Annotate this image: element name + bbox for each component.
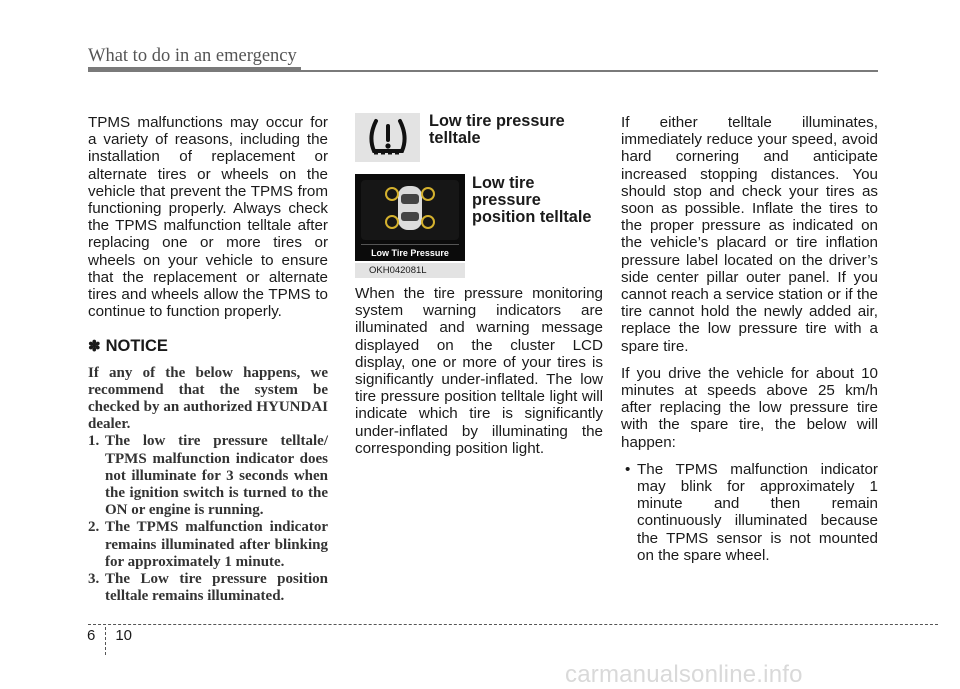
- notice-list: [88, 433, 328, 605]
- page-header-title: What to do in an emergency: [88, 46, 297, 66]
- notice-item-number: 3.: [88, 571, 100, 588]
- notice-star-icon: ✽: [88, 338, 101, 356]
- lcd-position-telltale-image: [355, 174, 465, 261]
- bullet-icon: •: [625, 460, 631, 478]
- notice-item-number: 1.: [88, 433, 100, 450]
- page-number-value: 10: [115, 627, 133, 644]
- lcd-label: Low Tire Pressure: [371, 248, 449, 258]
- notice-heading: [88, 338, 328, 355]
- column-right: [621, 114, 878, 564]
- notice-item-text: The TPMS malfunction indicator remains illuminated after blinking for approximately 1 minute.: [105, 519, 328, 570]
- watermark: carmanualsonline.info: [565, 661, 803, 688]
- notice-list-item: [88, 433, 328, 519]
- column-left: [88, 114, 328, 605]
- header-rule: [88, 70, 878, 72]
- heading-low-tire-pressure-telltale: Low tire pressure telltale: [429, 112, 565, 147]
- notice-item-text: The low tire pressure telltale/ TPMS malfunction indicator does not illuminate for 3 seconds when the ignition switch is turned to the ON or engine is running.: [105, 433, 328, 519]
- footer-rule: [88, 624, 938, 625]
- list-item: [621, 461, 878, 564]
- notice-body-text: If any of the below happens, we recommend that the system be checked by an authorized HYUNDAI dealer.: [88, 364, 328, 433]
- bullet-text: The TPMS malfunction indicator may blink for approximately 1 minute and then remain continuously illuminated because the TPMS sensor is not mounted on the spare wheel.: [637, 460, 878, 564]
- spare-tire-paragraph: If you drive the vehicle for about 10 minutes at speeds above 25 km/h after replacing the low pressure tire with the spare tire, the below will happen:: [621, 364, 878, 451]
- notice-item-text: The Low tire pressure position telltale remains illuminated.: [105, 571, 328, 605]
- telltale-description: When the tire pressure monitoring system warning indicators are illuminated and warning message displayed on the cluster LCD display, one or more of your tires is significantly under-inflated. The low tire pressure position telltale light will indicate which tire is significantly under-inflated by illuminating the corresponding position light.: [355, 285, 603, 457]
- section-number: 6: [87, 627, 96, 644]
- car-top-view-icon: [398, 186, 422, 230]
- tpms-intro-paragraph: TPMS malfunctions may occur for a variety of reasons, including the installation of replacement or alternate tires or wheels on the vehicle that prevent the TPMS from functioning properly. Always check the TPMS malfunction telltale after replacing one or more tires or wheels on your vehicle to ensure that the replacement or alternate tires and wheels allow the TPMS to continue to function properly.: [88, 114, 328, 321]
- notice-item-number: 2.: [88, 519, 100, 536]
- page-number-divider: [105, 627, 106, 655]
- notice-list-item: [88, 519, 328, 571]
- column-middle: [355, 285, 603, 457]
- notice-box: [88, 365, 328, 606]
- heading-low-tire-position-telltale: Low tire pressure position telltale: [472, 174, 592, 226]
- page-number: [87, 627, 132, 655]
- notice-title: NOTICE: [105, 337, 168, 356]
- spare-tire-bullets: [621, 461, 878, 564]
- tire-pressure-warning-icon: [355, 113, 420, 162]
- notice-list-item: [88, 571, 328, 605]
- image-caption: OKH042081L: [355, 263, 465, 278]
- telltale-action-paragraph: If either telltale illuminates, immediately reduce your speed, avoid hard cornering and anticipate increased stopping distances. You should stop and check your tires as soon as possible. Inflate the tires to the proper pressure as indicated on the vehicle’s placard or tire inflation pressure label located on the driver’s side center pillar outer panel. If you cannot reach a service station or if the tire cannot hold the newly added air, replace the low pressure tire with a spare tire.: [621, 114, 878, 355]
